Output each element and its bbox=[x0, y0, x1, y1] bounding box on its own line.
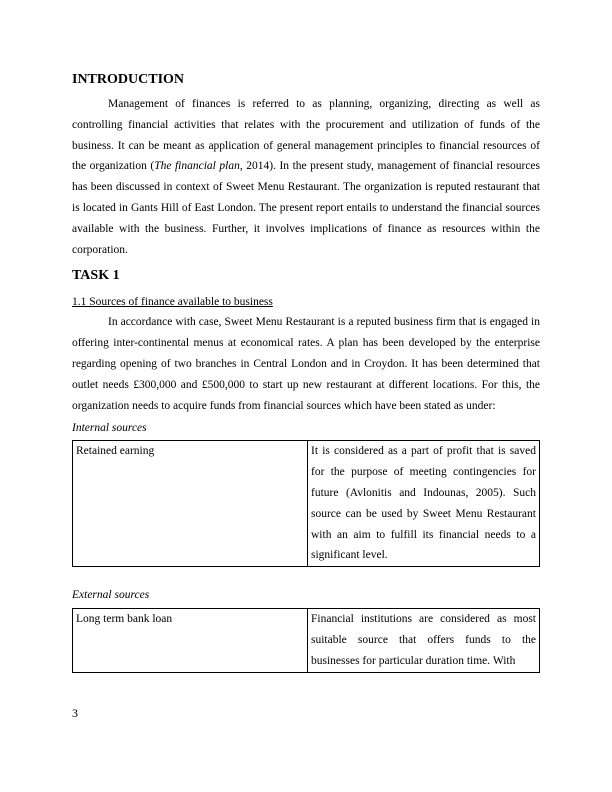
introduction-heading: INTRODUCTION bbox=[72, 72, 185, 87]
external-sources-label: External sources bbox=[72, 589, 150, 602]
table-row bbox=[73, 441, 540, 567]
source-description-cell: It is considered as a part of profit that is saved for the purpose of meeting contingencies for future (Avlonitis and Indounas, 2005). Such source can be used by Sweet Menu Restaurant with an aim to fulfill its financial needs to a significant level. bbox=[308, 441, 540, 567]
intro-text-part-1: Management of finances is referred to as planning, organizing, directing as well as controlling financial activities that relates with the procurement and utilization of funds of the business. It can be meant as application of general management principles to financial resources of the organization ( bbox=[72, 98, 540, 173]
internal-sources-label: Internal sources bbox=[72, 422, 147, 435]
source-description-cell: Financial institutions are considered as most suitable source that offers funds to the businesses for particular duration time. With bbox=[308, 609, 540, 672]
intro-citation: The financial plan, bbox=[154, 160, 243, 173]
document-page bbox=[72, 70, 540, 673]
task-heading: TASK 1 bbox=[72, 268, 120, 284]
intro-text-part-2: 2014). In the present study, management of financial resources has been discussed in context of Sweet Menu Restaurant. The organization is reputed restaurant that is located in Gants Hill of East London. The present report entails to understand the financial sources available with the business. Further, it involves implications of finance as resources within the corporation. bbox=[72, 160, 540, 256]
external-sources-table bbox=[72, 608, 540, 672]
introduction-paragraph bbox=[72, 94, 540, 260]
source-name-cell: Long term bank loan bbox=[73, 609, 308, 672]
section-subheading: 1.1 Sources of finance available to business bbox=[72, 296, 273, 309]
internal-sources-table bbox=[72, 440, 540, 567]
table-row bbox=[73, 609, 540, 672]
source-name-cell: Retained earning bbox=[73, 441, 308, 567]
page-number: 3 bbox=[72, 706, 78, 720]
task-paragraph: In accordance with case, Sweet Menu Restaurant is a reputed business firm that is engaged in offering inter-continental menus at economical rates. A plan has been developed by the enterprise regarding opening of two branches in Central London and in Croydon. It has been determined that outlet needs £300,000 and £500,000 to start up new restaurant at different locations. For this, the organization needs to acquire funds from financial sources which have been stated as under: bbox=[72, 316, 540, 412]
